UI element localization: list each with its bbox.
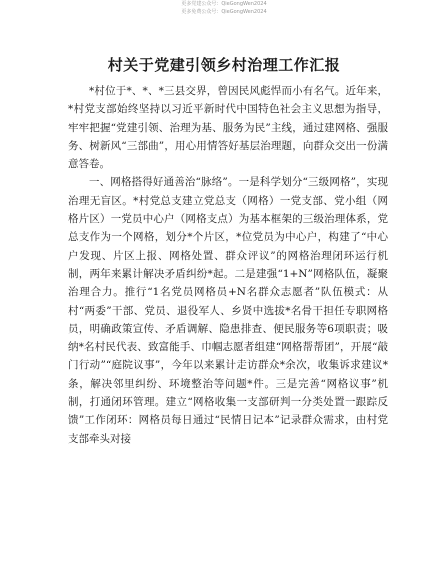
watermark-line-2: 更多免费公众号：QieGongWen2024 bbox=[181, 9, 267, 15]
section-one-paragraph: 一、网格搭得好通善治“脉络”。一是科学划分“三级网格”，实现治理无盲区。*村党总支建立党总支（网格）一党支部、党小组（网格片区）一党员中心户（网格支点）为基本框架的三级治理体系，党总支作为一个网格，划分*个片区，*位党员为中心户，构建了“中心户发现、片区上报、网格处置、群众评议”的网格治理闭环运行机制，两年来累计解决矛盾纠纷*起。二是建强“1+N”网格队伍，凝聚治理合力。推行“1名党员网格员+N名群众志愿者”队伍模式：从村“两委”干部、党员、退役军人、乡贤中选拔*名骨干担任专职网格员，明确政策宣传、矛盾调解、隐患排查、便民服务等6项职责；吸纳*名村民代表、致富能手、巾帼志愿者组建“网格帮帮团”，开展“敲门行动”“庭院议事”，今年以来累计走访群众*余次，收集诉求建议*条，解决邻里纠纷、环境整治等问题*件。三是完善“网格议事”机制，打通闭环管理。建立“网格收集一支部研判一分类处置一跟踪反馈”工作闭环：网格员每日通过“民情日记本”记录群众需求，由村党支部牵头对接 bbox=[68, 176, 388, 445]
document-title: 村关于党建引领乡村治理工作汇报 bbox=[107, 56, 341, 74]
intro-paragraph: *村位于*、*、*三县交界，曾因民风彪悍而小有名气。近年来，*村党支部始终坚持以习近平新时代中国特色社会主义思想为指导，牢牢把握“党建引领、治理为基、服务为民”主线，通过建网格、强服务、树新风“三部曲”，用心用情答好基层治理题，向群众交出一份满意答卷。 bbox=[68, 85, 388, 171]
document-body bbox=[68, 82, 388, 448]
watermark-line-1: 更多党建公众号：QieGongWen2024 bbox=[181, 1, 267, 7]
